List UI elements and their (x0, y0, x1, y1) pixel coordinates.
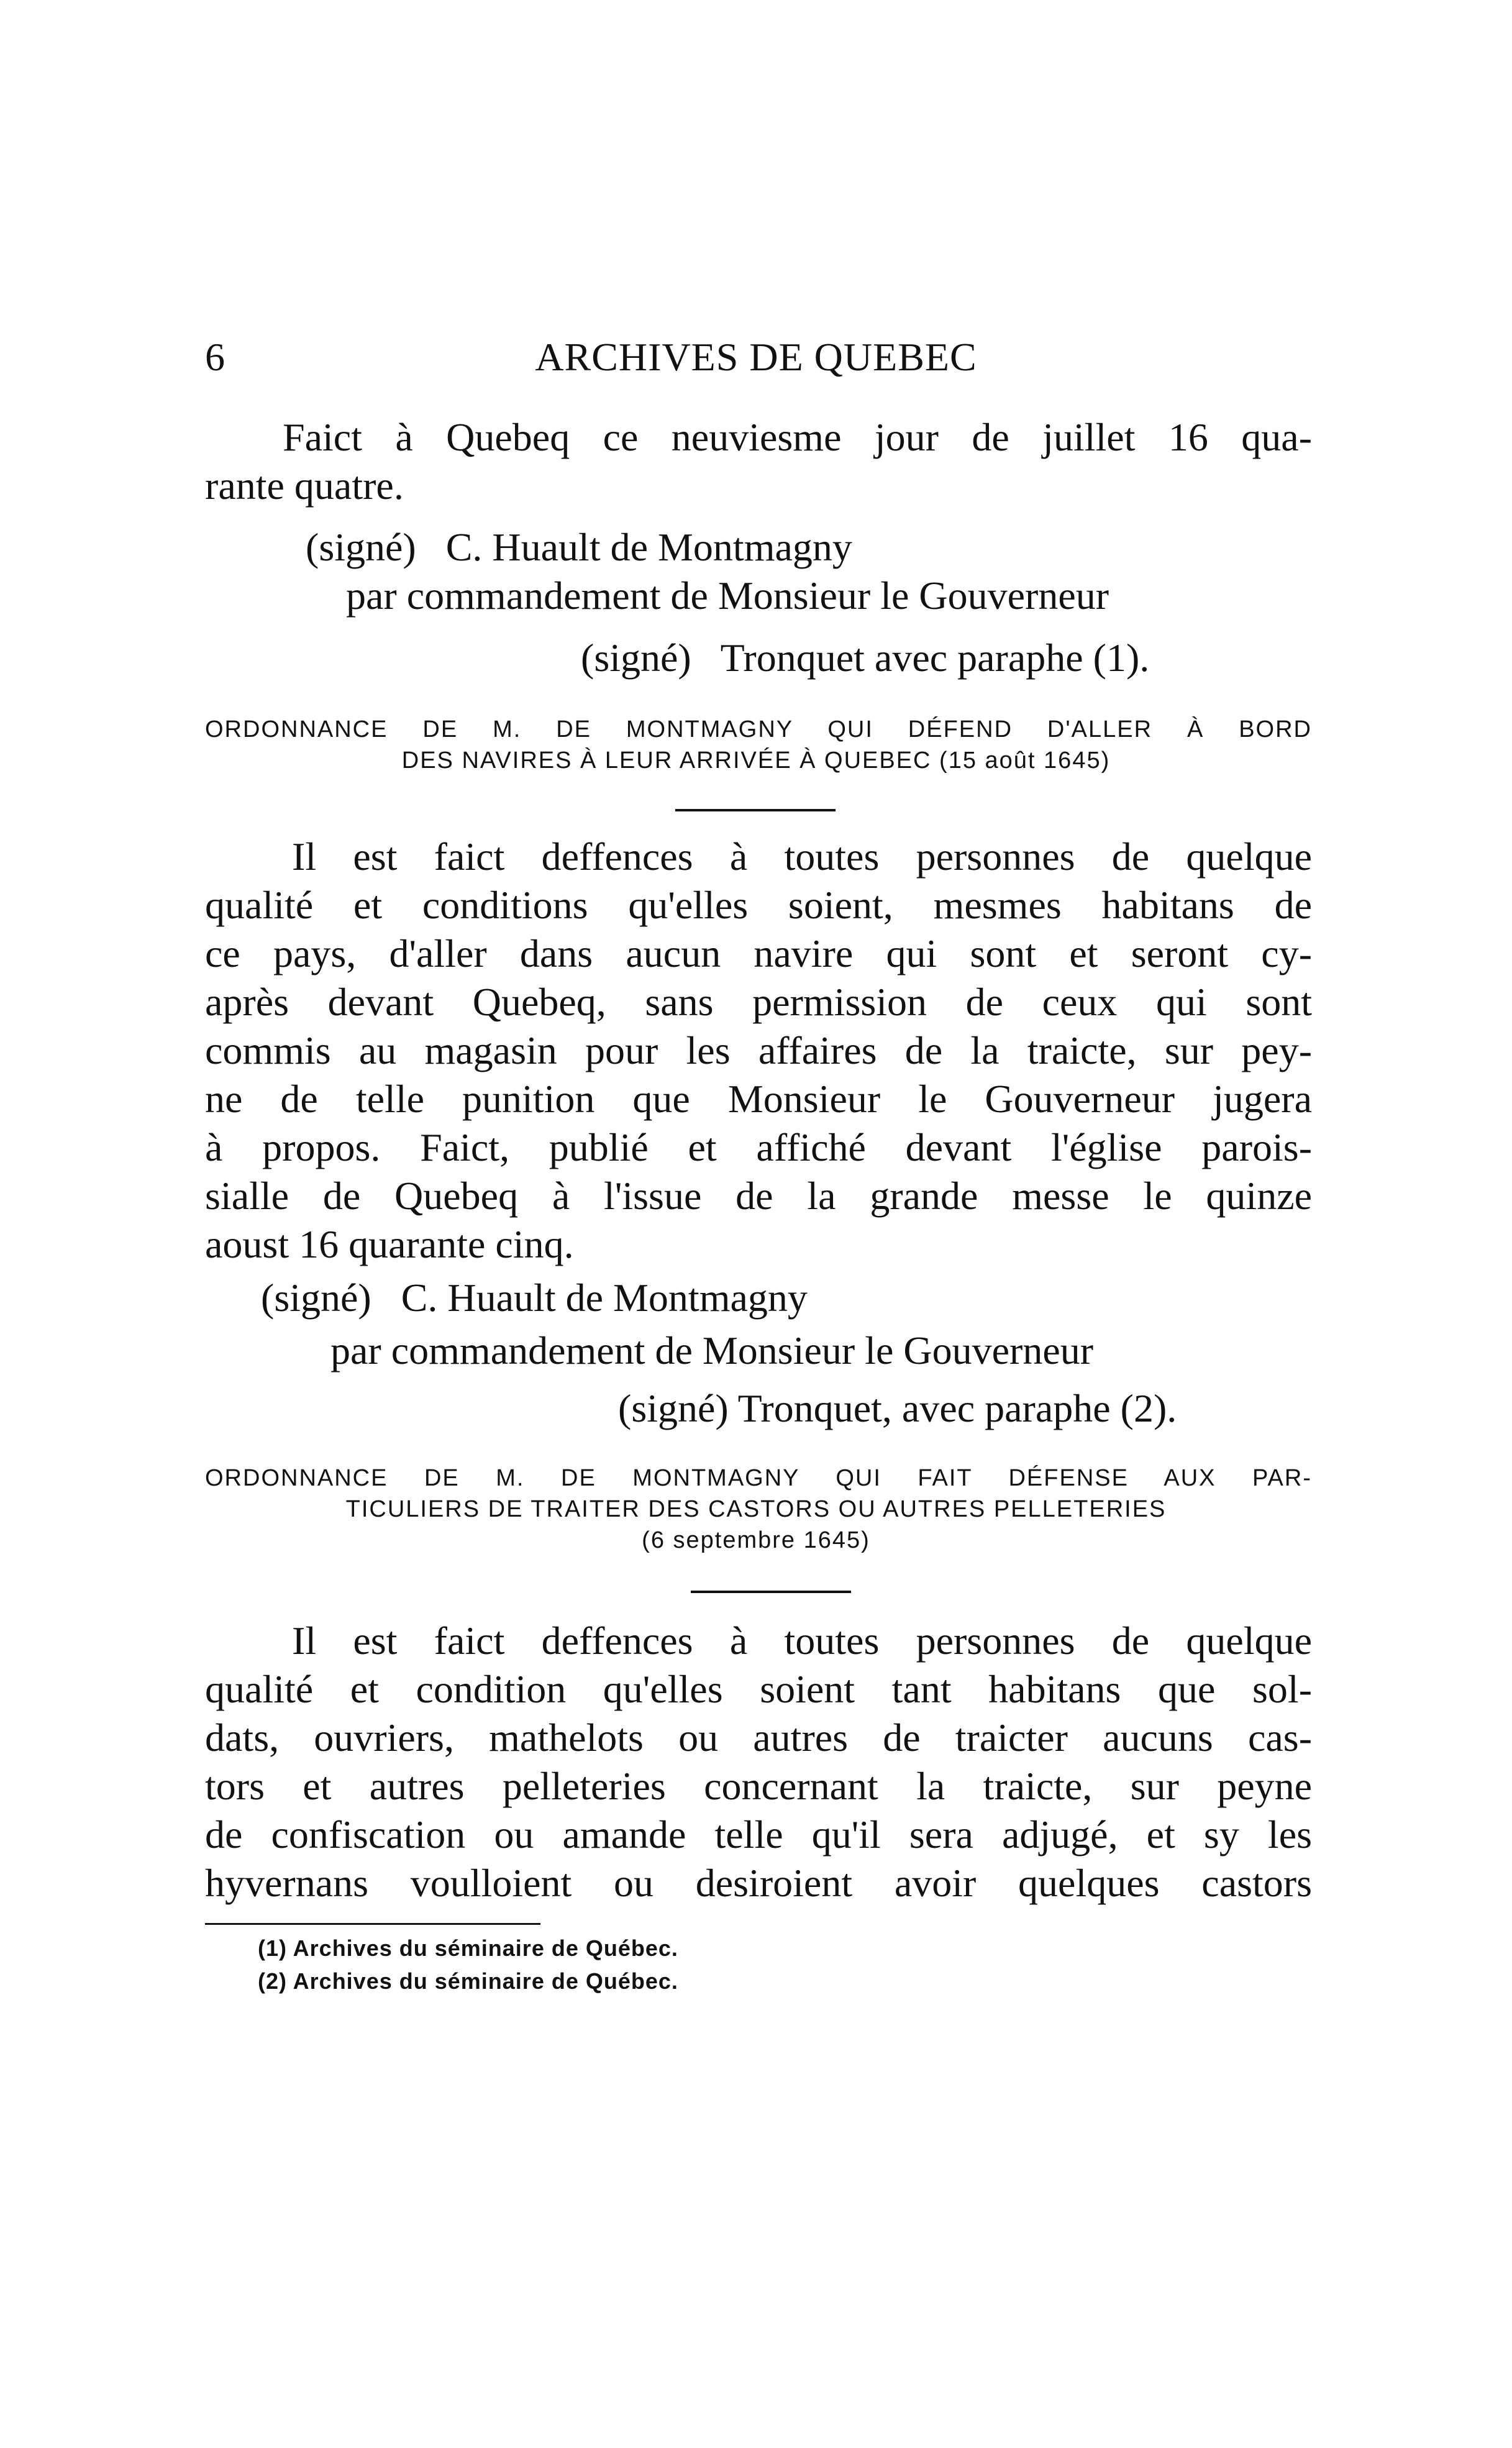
paragraph-line: Faict à Quebeq ce neuviesme jour de juillet 16 qua- (283, 415, 1312, 459)
section-divider (675, 809, 836, 811)
paragraph-line: qualité et conditions qu'elles soient, mesmes habitans de (205, 883, 1312, 927)
paragraph-line: sialle de Quebeq à l'issue de la grande messe le quinze (205, 1174, 1312, 1218)
paragraph-line: ce pays, d'aller dans aucun navire qui sont et seront cy- (205, 931, 1312, 975)
paragraph-line: de confiscation ou amande telle qu'il sera adjugé, et sy les (205, 1812, 1312, 1857)
signature-line: (signé) C. Huault de Montmagny (261, 1276, 808, 1320)
signature-line: (signé) C. Huault de Montmagny (306, 525, 852, 569)
signature-line: par commandement de Monsieur le Gouverneur (330, 1328, 1094, 1372)
paragraph-line: hyvernans voulloient ou desiroient avoir quelques castors (205, 1861, 1312, 1905)
heading-line: (6 septembre 1645) (642, 1527, 870, 1553)
signature-line: (signé) Tronquet, avec paraphe (2). (618, 1386, 1177, 1430)
signature-line: par commandement de Monsieur le Gouverneur (346, 573, 1109, 618)
paragraph-line: dats, ouvriers, mathelots ou autres de traicter aucuns cas- (205, 1715, 1312, 1760)
paragraph-line: tors et autres pelleteries concernant la traicte, sur peyne (205, 1764, 1312, 1808)
paragraph-line: après devant Quebeq, sans permission de ceux qui sont (205, 980, 1312, 1024)
running-title: ARCHIVES DE QUEBEC (535, 335, 977, 379)
paragraph-line: aoust 16 quarante cinq. (205, 1222, 574, 1266)
footnote: (1) Archives du séminaire de Québec. (258, 1935, 678, 1961)
heading-line: TICULIERS DE TRAITER DES CASTORS OU AUTRES PELLETERIES (345, 1496, 1167, 1522)
signature-line: (signé) Tronquet avec paraphe (1). (581, 636, 1150, 680)
paragraph-line: Il est faict deffences à toutes personnes de quelque (292, 1619, 1312, 1663)
paragraph-line: ne de telle punition que Monsieur le Gouverneur jugera (205, 1077, 1312, 1121)
page-number: 6 (205, 335, 225, 379)
heading-line: ORDONNANCE DE M. DE MONTMAGNY QUI FAIT DÉFENSE AUX PAR- (205, 1465, 1312, 1491)
footnote: (2) Archives du séminaire de Québec. (258, 1968, 678, 1994)
paragraph-line: rante quatre. (205, 464, 404, 508)
heading-line: ORDONNANCE DE M. DE MONTMAGNY QUI DÉFEND D'ALLER À BORD (205, 716, 1312, 742)
footnote-rule (205, 1923, 540, 1925)
paragraph-line: commis au magasin pour les affaires de la traicte, sur pey- (205, 1028, 1312, 1072)
section-divider (691, 1591, 851, 1593)
paragraph-line: à propos. Faict, publié et affiché devant l'église parois- (205, 1125, 1312, 1169)
heading-line: DES NAVIRES À LEUR ARRIVÉE À QUEBEC (15 août 1645) (401, 747, 1111, 774)
paragraph-line: qualité et condition qu'elles soient tant habitans que sol- (205, 1667, 1312, 1711)
paragraph-line: Il est faict deffences à toutes personnes de quelque (292, 834, 1312, 879)
